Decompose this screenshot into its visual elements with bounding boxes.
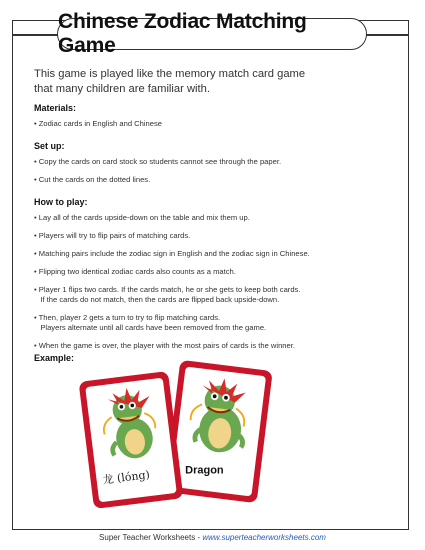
footer-url-link[interactable]: www.superteacherworksheets.com <box>202 533 326 542</box>
intro-paragraph <box>34 67 364 97</box>
materials-section <box>34 103 404 137</box>
footer <box>0 533 425 542</box>
howto-item: • Matching pairs include the zodiac sign in English and the zodiac sign in Chinese. <box>34 249 310 258</box>
howto-heading: How to play: <box>34 197 88 207</box>
materials-heading: Materials: <box>34 103 77 113</box>
howto-item: • Flipping two identical zodiac cards also counts as a match. <box>34 267 236 276</box>
howto-item: • Lay all of the cards upside-down on the table and mix them up. <box>34 213 250 222</box>
card-english-label: Dragon <box>185 464 224 477</box>
intro-line-1: This game is played like the memory match card game <box>34 68 306 80</box>
howto-item: • Players will try to flip pairs of matching cards. <box>34 231 191 240</box>
page-title: Chinese Zodiac Matching Game <box>58 10 307 57</box>
howto-item: • Player 1 flips two cards. If the cards match, he or she gets to keep both cards. If the cards do not match, then the cards are flipped back upside-down. <box>34 285 301 304</box>
intro-line-2: that many children are familiar with. <box>34 83 210 95</box>
setup-heading: Set up: <box>34 141 65 151</box>
dragon-illustration <box>87 380 170 470</box>
setup-section <box>34 141 404 193</box>
card-chinese-label: 龙 (lóng) <box>101 468 151 487</box>
title-rule-left <box>12 34 62 36</box>
howto-item: • Then, player 2 gets a turn to try to flip matching cards. Players alternate until all cards have been removed from the game. <box>34 313 267 332</box>
howto-section <box>34 197 404 359</box>
materials-item: • Zodiac cards in English and Chinese <box>34 119 163 128</box>
title-banner <box>57 10 367 57</box>
setup-item: • Cut the cards on the dotted lines. <box>34 175 151 184</box>
dragon-illustration <box>177 369 263 466</box>
title-rule-right <box>362 34 409 36</box>
setup-item: • Copy the cards on card stock so students cannot see through the paper. <box>34 157 282 166</box>
footer-brand: Super Teacher Worksheets - <box>99 533 203 542</box>
howto-item: • When the game is over, the player with the most pairs of cards is the winner. <box>34 341 295 350</box>
chinese-zodiac-card <box>79 371 184 509</box>
example-heading: Example: <box>34 353 75 363</box>
